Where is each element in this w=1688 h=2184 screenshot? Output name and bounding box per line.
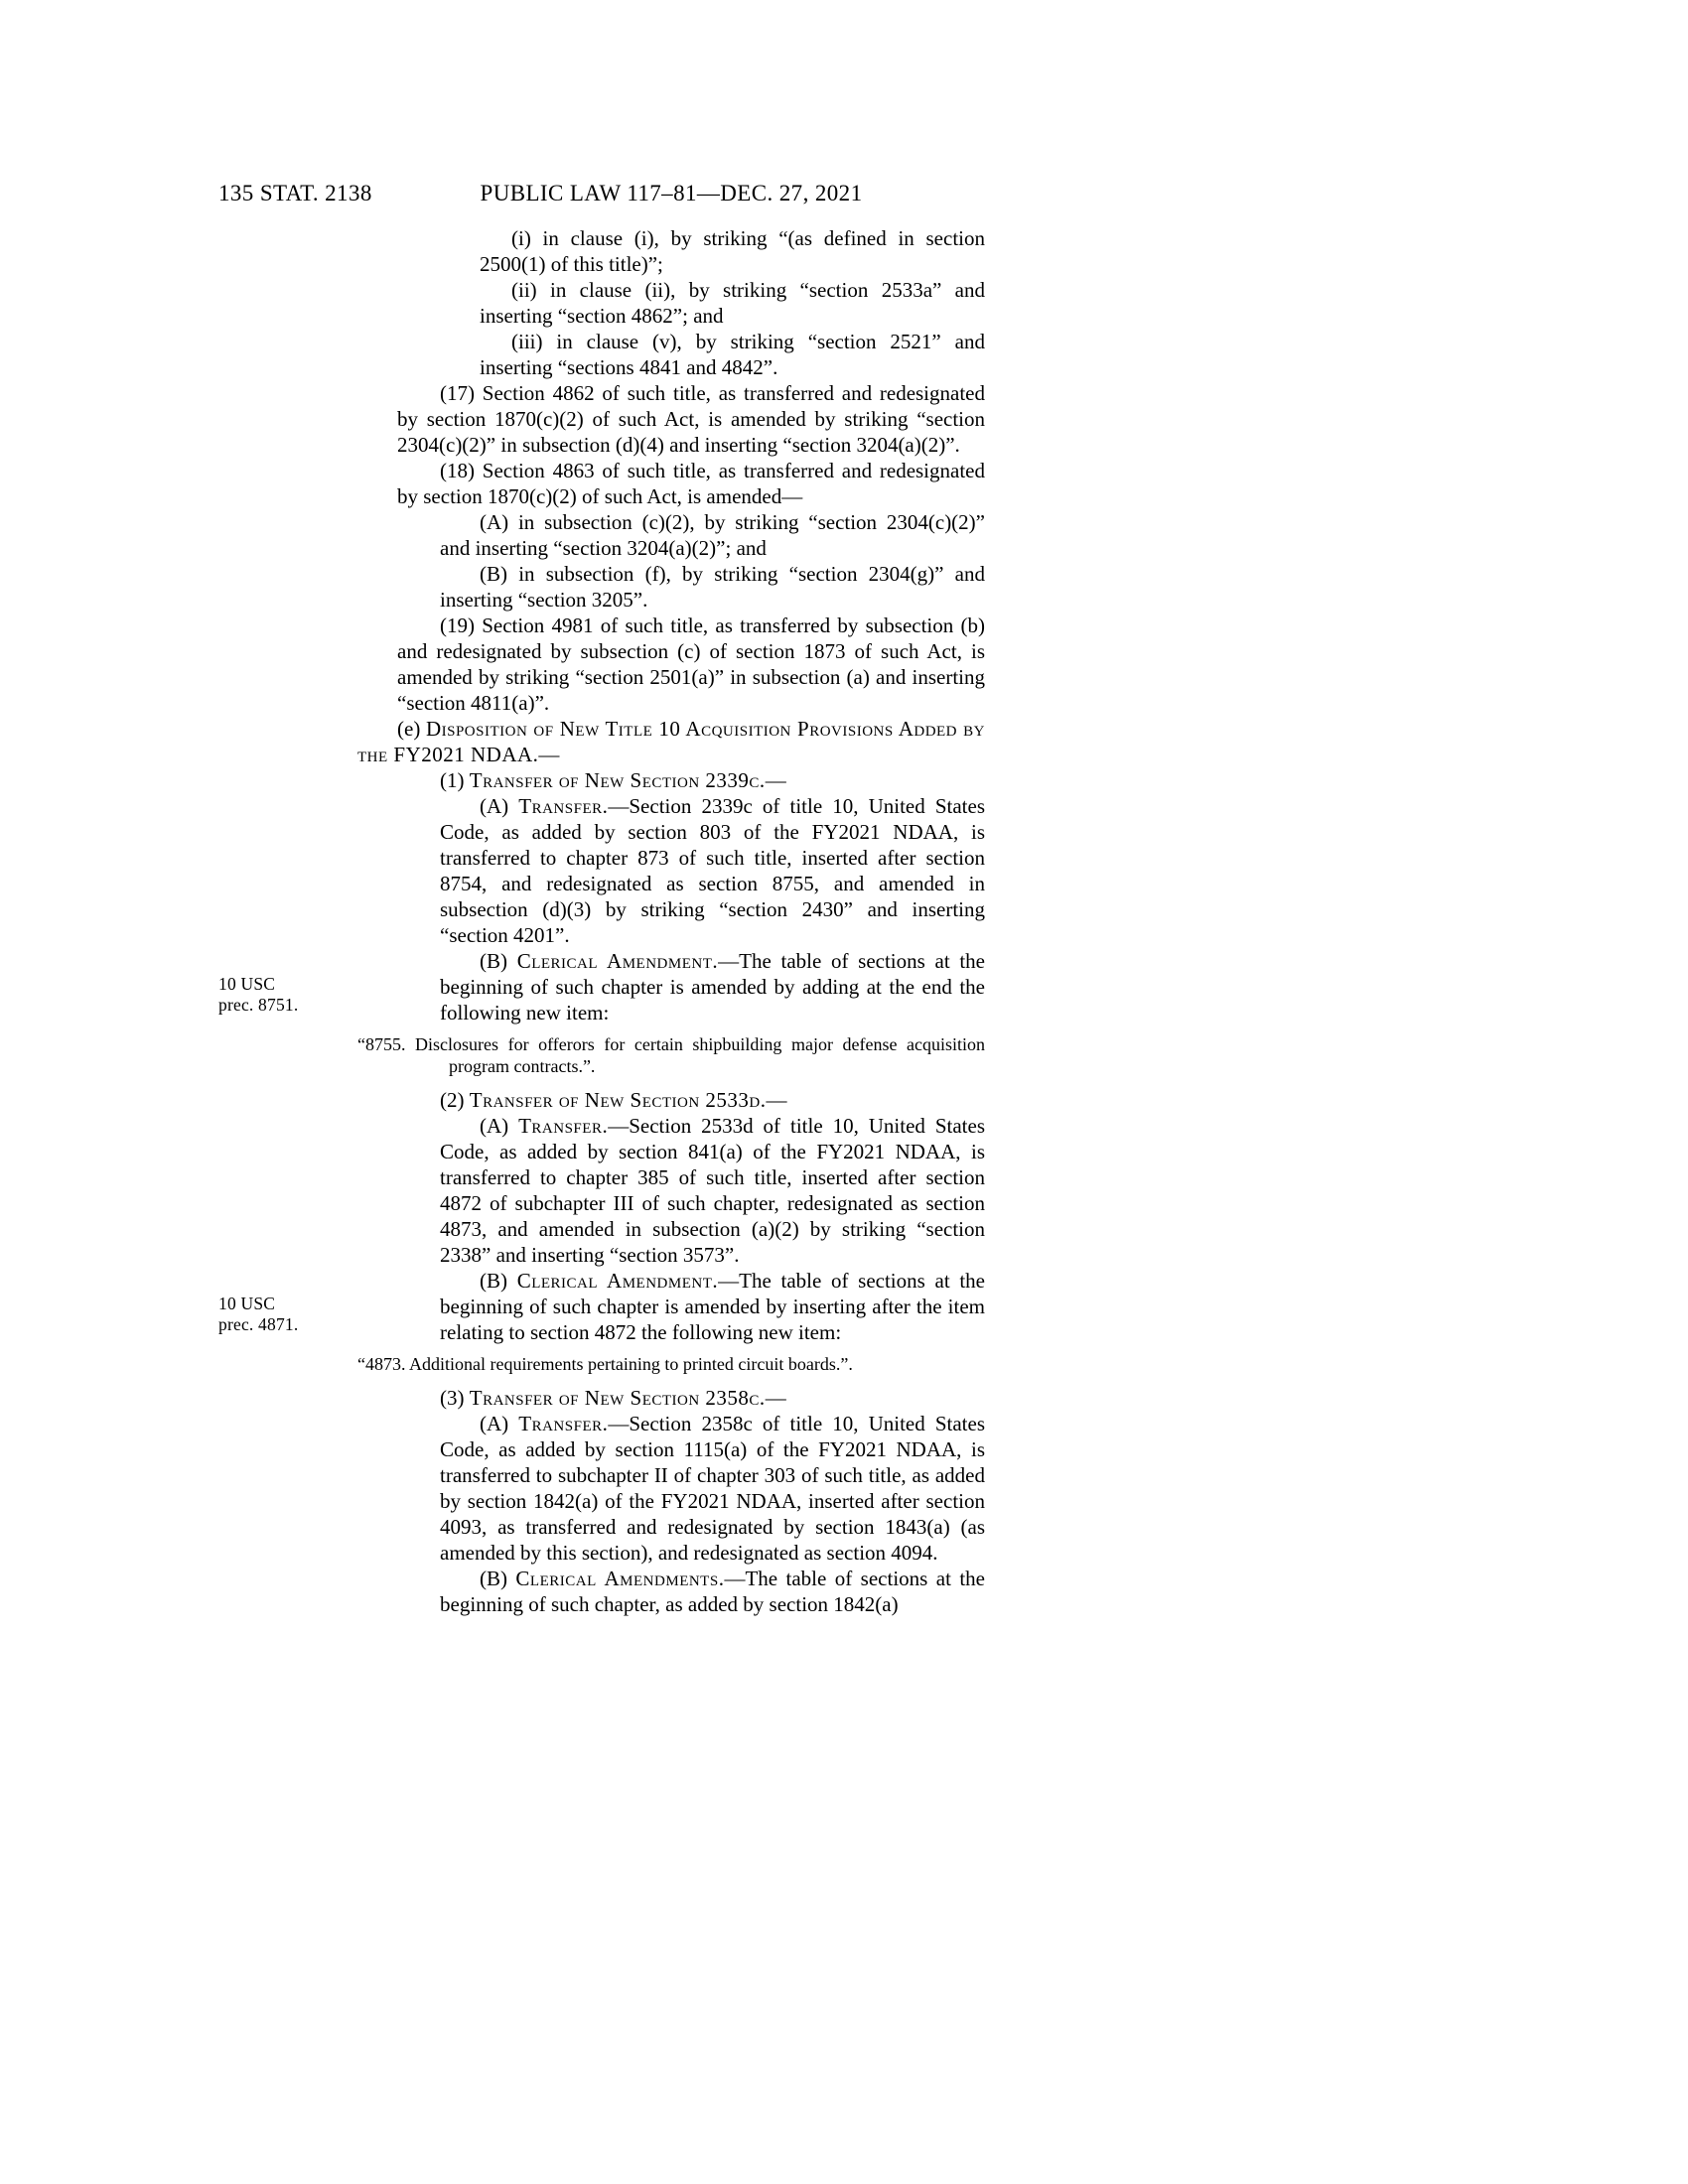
text-segment: (i) in clause (i), by striking “(as defined in section 2500(1) of this title)”; <box>480 226 985 276</box>
small-caps-heading: Transfer of New Section 2533d. <box>469 1088 767 1112</box>
text-segment: (A) <box>480 1412 519 1435</box>
text-segment: (ii) in clause (ii), by striking “section 2533a” and inserting “section 4862”; and <box>480 278 985 328</box>
small-caps-heading: Transfer of New Section 2339c. <box>469 768 766 792</box>
text-segment: (e) <box>397 717 426 741</box>
text-segment: “8755. Disclosures for offerors for certain shipbuilding major defense acquisition program contracts.”. <box>357 1034 985 1076</box>
text-segment: — <box>766 1088 787 1112</box>
statute-paragraph <box>397 458 985 509</box>
us-code-margin-note <box>218 1294 343 1335</box>
text-segment: (iii) in clause (v), by striking “section 2521” and inserting “sections 4841 and 4842”. <box>480 330 985 379</box>
table-of-sections-item <box>357 1033 985 1077</box>
statute-paragraph <box>397 613 985 716</box>
statute-paragraph <box>440 793 985 948</box>
small-caps-heading: Transfer. <box>518 794 609 818</box>
text-segment: (B) <box>480 1269 517 1293</box>
table-of-sections-item <box>357 1353 985 1375</box>
text-segment: (A) in subsection (c)(2), by striking “section 2304(c)(2)” and inserting “section 3204(a)(2)”; and <box>440 510 985 560</box>
text-segment: — <box>765 768 786 792</box>
text-segment: (B) <box>480 949 517 973</box>
law-title: PUBLIC LAW 117–81—DEC. 27, 2021 <box>480 181 863 205</box>
text-segment: (A) <box>480 794 519 818</box>
text-segment: “4873. Additional requirements pertaining to printed circuit boards.”. <box>357 1354 853 1374</box>
text-segment: (3) <box>440 1386 470 1410</box>
statute-paragraph <box>480 329 985 380</box>
us-code-margin-note <box>218 974 343 1016</box>
statute-paragraph <box>440 561 985 613</box>
text-segment: —Section 2339c of title 10, United States Code, as added by section 803 of the FY2021 NDAA, is transferred to chapter 873 of such title, inserted after section 8754, and redesignated as section 8755, and amended in subsection (d)(3) by striking “section 2430” and inserting “section 4201”. <box>440 794 986 947</box>
statute-paragraph <box>480 225 985 277</box>
statute-paragraph <box>440 1566 985 1617</box>
small-caps-heading: Transfer. <box>518 1412 609 1435</box>
small-caps-heading: Clerical Amendments. <box>515 1567 725 1590</box>
margin-note-line: prec. 4871. <box>218 1314 299 1334</box>
statute-paragraph <box>440 509 985 561</box>
text-segment: (18) Section 4863 of such title, as transferred and redesignated by section 1870(c)(2) of such Act, is amended— <box>397 459 985 508</box>
statute-paragraph <box>397 380 985 458</box>
text-segment: (B) <box>480 1567 516 1590</box>
statute-body <box>218 225 986 1617</box>
small-caps-heading: Transfer of New Section 2358c. <box>469 1386 766 1410</box>
statute-paragraph <box>440 1411 985 1566</box>
margin-note-line: 10 USC <box>218 974 276 994</box>
small-caps-heading: Clerical Amendment. <box>516 1269 719 1293</box>
margin-note-line: 10 USC <box>218 1294 276 1313</box>
text-segment: — <box>765 1386 786 1410</box>
text-segment: (19) Section 4981 of such title, as transferred by subsection (b) and redesignated by subsection (c) of section 1873 of such Act, is amended by striking “section 2501(a)” in subsection (a) and inserting “section 4811(a)”. <box>397 614 985 715</box>
statute-paragraph <box>218 1268 986 1345</box>
text-segment: —The table of sections at the beginning of such chapter is amended by inserting after the item relating to section 4872 the following new item: <box>440 1269 986 1344</box>
statute-paragraph <box>440 1113 985 1268</box>
text-segment: (B) in subsection (f), by striking “section 2304(g)” and inserting “section 3205”. <box>440 562 985 612</box>
statute-paragraph <box>480 277 985 329</box>
stat-page-number: 135 STAT. 2138 <box>218 181 372 205</box>
margin-note-line: prec. 8751. <box>218 995 299 1015</box>
text-segment: (17) Section 4862 of such title, as transferred and redesignated by section 1870(c)(2) of such Act, is amended by striking “section 2304(c)(2)” in subsection (d)(4) and inserting “section 3204(a)(2)”. <box>397 381 985 457</box>
text-segment: —The table of sections at the beginning of such chapter, as added by section 1842(a) <box>440 1567 986 1616</box>
small-caps-heading: Transfer. <box>518 1114 609 1138</box>
text-segment: — <box>538 743 560 766</box>
statute-paragraph <box>397 767 985 793</box>
small-caps-heading: Clerical Amendment. <box>516 949 719 973</box>
statute-paragraph <box>397 1385 985 1411</box>
text-segment: (2) <box>440 1088 470 1112</box>
statute-paragraph <box>357 716 985 767</box>
statute-paragraph <box>218 948 986 1025</box>
text-segment: (1) <box>440 768 470 792</box>
small-caps-heading: Disposition of New Title 10 Acquisition Provisions Added by the FY2021 NDAA. <box>357 717 985 766</box>
text-segment: —Section 2358c of title 10, United States Code, as added by section 1115(a) of the FY2021 NDAA, is transferred to subchapter II of chapter 303 of such title, as added by section 1842(a) of the FY2021 NDAA, inserted after section 4093, as transferred and redesignated by section 1843(a) (as amended by this section), and redesignated as section 4094. <box>440 1412 986 1565</box>
text-segment: (A) <box>480 1114 519 1138</box>
text-segment: —Section 2533d of title 10, United States Code, as added by section 841(a) of the FY2021 NDAA, is transferred to chapter 385 of such title, inserted after section 4872 of subchapter III of such chapter, redesignated as section 4873, and amended in subsection (a)(2) by striking “section 2338” and inserting “section 3573”. <box>440 1114 985 1267</box>
text-segment: —The table of sections at the beginning of such chapter is amended by adding at the end the following new item: <box>440 949 986 1024</box>
statute-paragraph <box>397 1087 985 1113</box>
